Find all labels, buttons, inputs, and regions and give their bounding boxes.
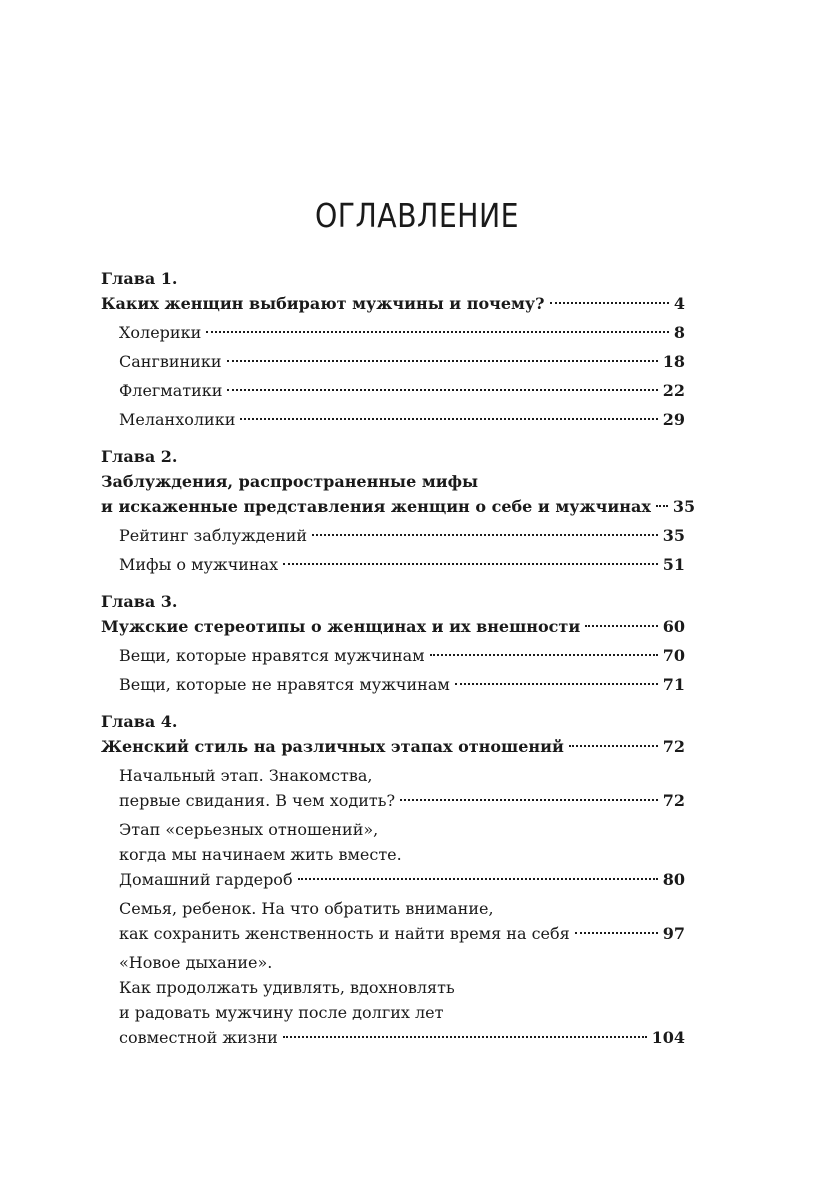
page-number: 72 <box>662 791 685 810</box>
section-title: Сангвиники <box>119 352 222 371</box>
section-entry[interactable] <box>119 643 685 668</box>
section-title: как сохранить женственность и найти время на себя <box>119 924 570 943</box>
page-number: 35 <box>672 497 696 516</box>
dot-leader <box>283 563 658 565</box>
page-number: 72 <box>662 737 685 756</box>
page-number: 8 <box>673 323 685 342</box>
dot-leader <box>550 302 669 304</box>
dot-leader <box>227 360 658 362</box>
section-entry[interactable] <box>119 349 685 374</box>
dot-leader <box>656 505 668 507</box>
section-list <box>101 523 685 577</box>
page-number: 71 <box>662 675 685 694</box>
page-number: 70 <box>662 646 685 665</box>
section-title-line: «Новое дыхание». <box>119 953 273 972</box>
section-entry[interactable] <box>119 950 685 1050</box>
dot-leader <box>585 625 658 627</box>
page-number: 60 <box>662 617 685 636</box>
chapter-title: Каких женщин выбирают мужчины и почему? <box>101 294 545 313</box>
section-title-line: Этап «серьезных отношений», <box>119 820 379 839</box>
chapter-1 <box>101 266 685 432</box>
section-title-line: Семья, ребенок. На что обратить внимание, <box>119 899 494 918</box>
section-title: совместной жизни <box>119 1028 278 1047</box>
chapter-title: Женский стиль на различных этапах отношений <box>101 737 564 756</box>
chapter-title-line: Заблуждения, распространенные мифы <box>101 472 479 491</box>
chapter-title-entry[interactable] <box>101 291 685 316</box>
page-number: 51 <box>662 555 685 574</box>
section-title: Домашний гардероб <box>119 870 293 889</box>
page-number: 97 <box>662 924 685 943</box>
page-number: 29 <box>662 410 685 429</box>
page-number: 22 <box>662 381 685 400</box>
chapter-title: и искаженные представления женщин о себе и мужчинах <box>101 497 651 516</box>
section-title: Рейтинг заблуждений <box>119 526 308 545</box>
dot-leader <box>430 654 658 656</box>
page-number: 104 <box>651 1028 685 1047</box>
chapter-2 <box>101 444 696 577</box>
page-number: 4 <box>673 294 685 313</box>
section-title: Мифы о мужчинах <box>119 555 279 574</box>
dot-leader <box>569 745 658 747</box>
section-entry[interactable] <box>119 763 685 813</box>
dot-leader <box>455 683 658 685</box>
section-entry[interactable] <box>119 552 685 577</box>
section-entry[interactable] <box>119 672 685 697</box>
chapter-label: Глава 4. <box>101 712 178 731</box>
table-of-contents <box>101 266 696 1062</box>
chapter-3 <box>101 589 685 697</box>
section-entry[interactable] <box>119 817 685 892</box>
chapter-4 <box>101 709 685 1050</box>
section-title-line: и радовать мужчину после долгих лет <box>119 1003 444 1022</box>
dot-leader <box>240 418 657 420</box>
section-entry[interactable] <box>119 378 685 403</box>
chapter-title-entry[interactable] <box>101 494 696 519</box>
section-title-line: Как продолжать удивлять, вдохновлять <box>119 978 455 997</box>
dot-leader <box>227 389 657 391</box>
page-number: 35 <box>662 526 685 545</box>
section-title: Вещи, которые нравятся мужчинам <box>119 646 425 665</box>
section-title: Меланхолики <box>119 410 236 429</box>
section-title: Вещи, которые не нравятся мужчинам <box>119 675 450 694</box>
section-list <box>101 763 685 1050</box>
dot-leader <box>400 799 658 801</box>
section-title: Флегматики <box>119 381 223 400</box>
section-entry[interactable] <box>119 320 685 345</box>
section-list <box>101 320 685 432</box>
dot-leader <box>283 1036 647 1038</box>
chapter-label: Глава 3. <box>101 592 178 611</box>
section-entry[interactable] <box>119 523 685 548</box>
section-title-line: когда мы начинаем жить вместе. <box>119 845 402 864</box>
page-number: 18 <box>662 352 685 371</box>
chapter-label: Глава 2. <box>101 447 178 466</box>
dot-leader <box>206 331 669 333</box>
dot-leader <box>312 534 658 536</box>
chapter-title-entry[interactable] <box>101 734 685 759</box>
section-title-line: Начальный этап. Знакомства, <box>119 766 373 785</box>
section-title: первые свидания. В чем ходить? <box>119 791 396 810</box>
dot-leader <box>575 932 658 934</box>
section-list <box>101 643 685 697</box>
dot-leader <box>298 878 658 880</box>
page-title: ОГЛАВЛЕНИЕ <box>315 196 519 235</box>
section-entry[interactable] <box>119 407 685 432</box>
chapter-title: Мужские стереотипы о женщинах и их внешности <box>101 617 581 636</box>
section-title: Холерики <box>119 323 202 342</box>
chapter-label: Глава 1. <box>101 269 178 288</box>
section-entry[interactable] <box>119 896 685 946</box>
chapter-title-entry[interactable] <box>101 614 685 639</box>
page-number: 80 <box>662 870 685 889</box>
